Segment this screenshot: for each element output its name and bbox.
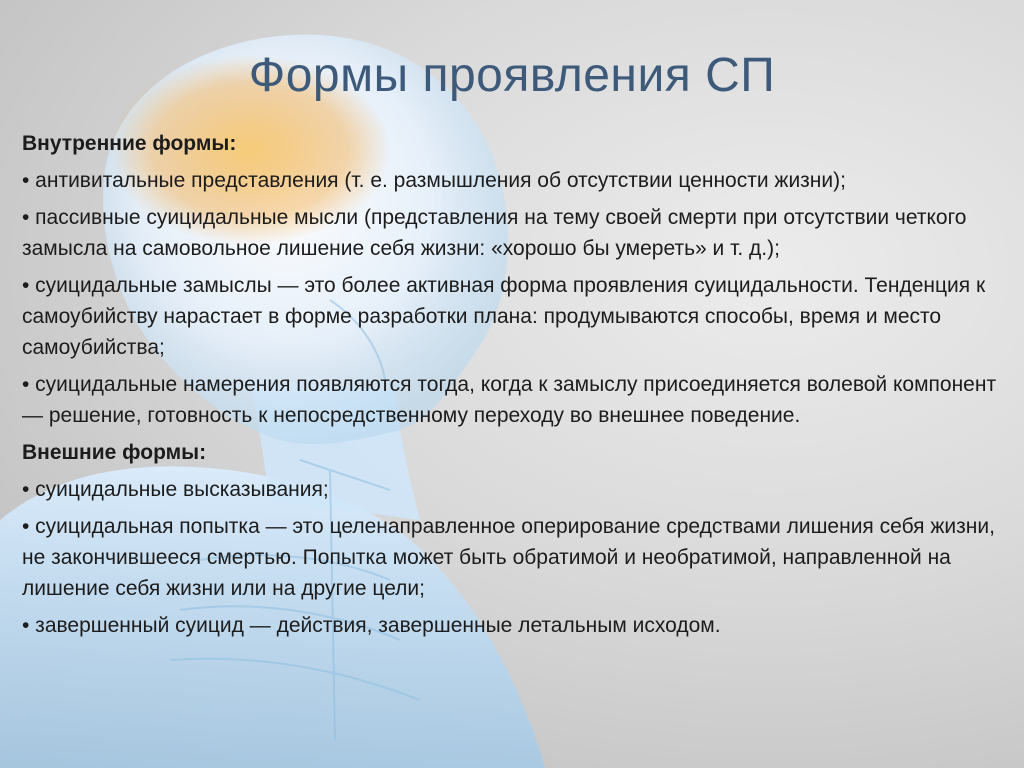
list-item: • суицидальные замыслы — это более активная форма проявления суицидальности. Тенденция к самоубийству нарастает в форме разработки плана: продумываются способы, время и место самоубийства; (22, 274, 986, 359)
slide-title: Формы проявления СП (248, 49, 776, 102)
list-item: • пассивные суицидальные мысли (представления на тему своей смерти при отсутствии четкого замысла на самовольное лишение себя жизни: «хорошо бы умереть» и т. д.); (22, 206, 967, 260)
list-item: • антивитальные представления (т. е. размышления об отсутствии ценности жизни); (22, 169, 846, 192)
list-item: • суицидальные намерения появляются тогда, когда к замыслу присоединяется волевой компонент — решение, готовность к непосредственному переходу во внешнее поведение. (22, 373, 997, 427)
internal-forms-heading: Внутренние формы: (22, 132, 237, 155)
list-item: • суицидальная попытка — это целенаправленное оперирование средствами лишения себя жизни, не закончившееся смертью. Попытка может быть обратимой и необратимой, направленной на лишение себя жизни или на другие цели; (22, 515, 995, 600)
slide-content (22, 128, 997, 647)
external-forms-heading: Внешние формы: (22, 441, 207, 464)
list-item: • суицидальные высказывания; (22, 478, 329, 501)
list-item: • завершенный суицид — действия, завершенные летальным исходом. (22, 614, 721, 637)
